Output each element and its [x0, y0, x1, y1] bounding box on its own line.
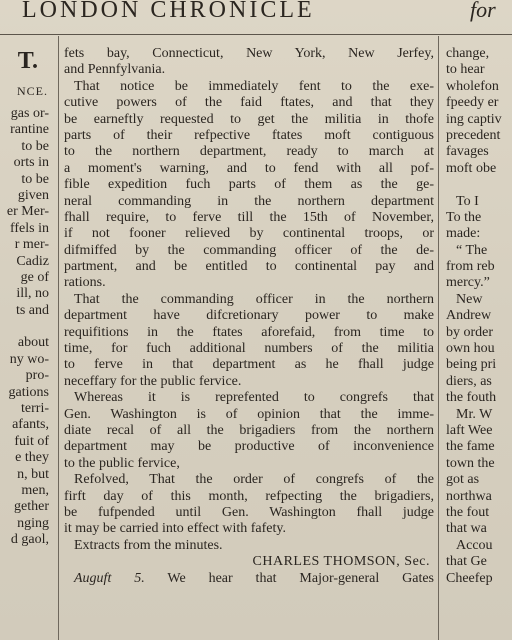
right-column-line: New: [456, 291, 483, 307]
left-column-line: gether: [14, 499, 49, 515]
masthead-title: LONDON CHRONICLE: [22, 0, 315, 23]
left-column-line: men,: [21, 482, 49, 498]
right-column-line: got as: [446, 472, 480, 488]
article-line: parts of their refpective ftates moft contiguous: [64, 127, 434, 143]
main-column-text: [64, 34, 434, 587]
right-column-line: the fouth: [446, 390, 497, 406]
left-column-line: terri-: [21, 401, 49, 417]
left-column-line: nging: [17, 515, 49, 531]
article-line: a moment's warning, and to fend with all pof-: [64, 160, 434, 176]
right-column-line: that wa: [446, 521, 487, 537]
left-column-line: about: [17, 335, 49, 351]
article-line: That notice be immediately fent to the exe-: [74, 78, 434, 94]
left-column-line: given: [17, 187, 49, 203]
right-column-text: [444, 34, 512, 587]
right-column-line: fpeedy er: [446, 95, 499, 111]
right-column-line: town the: [446, 455, 495, 471]
left-column-line: Cadiz: [16, 253, 49, 269]
article-line: rations.: [64, 275, 106, 291]
article-line: difmiffed by the commanding officer of the de-: [64, 242, 434, 258]
right-column-line: own hou: [446, 341, 495, 357]
article-line: diate recal of all the brigadiers from the northern: [64, 422, 434, 438]
right-column-line: the fame: [446, 439, 495, 455]
left-column-line: gas or-: [10, 106, 49, 121]
column-divider-right: [438, 36, 439, 640]
article-line: to the northern department, ready to march at: [64, 144, 434, 160]
left-column-line: ge of: [20, 269, 49, 285]
left-column-line: r mer-: [14, 237, 49, 253]
left-column-line: n, but: [17, 466, 49, 482]
left-column-line: er Mer-: [6, 204, 49, 220]
article-line: cutive powers of the faid ftates, and that they: [64, 95, 434, 111]
left-column-line: e they: [15, 450, 49, 466]
article-line: time, for fuch additional numbers of the militia: [64, 341, 434, 357]
right-column-line: Andrew: [446, 308, 492, 324]
right-column-line: Cheefep: [446, 570, 493, 586]
article-line: to ferve in that department as he fhall judge: [64, 357, 434, 373]
right-column-line: ing captiv: [446, 111, 502, 127]
left-column-line: pro-: [25, 368, 49, 384]
right-column-line: to hear: [446, 62, 485, 78]
article-line: if not fooner relieved by continental troops, or: [64, 226, 434, 242]
left-column-line: to be: [21, 138, 49, 154]
right-column-line: “ The: [456, 242, 488, 258]
right-column-line: change,: [446, 46, 490, 61]
article-line: CHARLES THOMSON, Sec.: [252, 554, 430, 570]
right-column-line: that Ge: [446, 554, 487, 570]
right-column-line: precedent: [446, 127, 501, 143]
right-column-line: To the: [446, 209, 482, 225]
left-column-line: ts and: [15, 302, 49, 318]
right-column: [444, 34, 512, 640]
article-line: Extracts from the minutes.: [74, 537, 223, 553]
article-line: fible expedition fuch parts of them as the ge-: [64, 177, 434, 193]
article-line: neceffary for the public fervice.: [64, 373, 242, 389]
right-column-line: diers, as: [446, 373, 492, 389]
left-column-line: ny wo-: [9, 351, 49, 367]
right-column-line: by order: [446, 324, 494, 340]
article-line: neral commanding in the northern department: [64, 193, 434, 209]
column-divider-left: [58, 36, 59, 640]
right-column-line: being pri: [446, 357, 497, 373]
right-column-line: made:: [446, 226, 481, 242]
right-column-line: mercy.”: [446, 275, 490, 291]
left-column-line: ill, no: [16, 286, 49, 302]
left-column-line: [0, 319, 52, 335]
article-line: Gen. Washington is of opinion that the imme-: [64, 406, 434, 422]
right-column-line: moft obe: [446, 160, 497, 176]
right-column-line: Accou: [456, 537, 493, 553]
article-line: Whereas it is reprefented to congrefs that: [74, 390, 434, 406]
article-line: be earneftly requested to get the militia in thofe: [64, 111, 434, 127]
article-line: to the public fervice,: [64, 455, 180, 471]
left-column-line: ffels in: [9, 220, 49, 236]
article-line: fhall require, to ferve till the 15th of November,: [64, 209, 434, 225]
masthead: [0, 0, 512, 30]
left-column-line: orts in: [13, 155, 49, 171]
left-column-big-letter: T.: [17, 48, 38, 74]
right-column-line: Mr. W: [456, 406, 493, 422]
right-column-line: northwa: [446, 488, 492, 504]
article-line: department have difcretionary power to make: [64, 308, 434, 324]
left-column: [0, 34, 52, 640]
left-column-line: to be: [21, 171, 49, 187]
article-line: That the commanding officer in the northern: [74, 291, 434, 307]
article-line: fets bay, Connecticut, New York, New Jerfey,: [64, 46, 434, 61]
article-line: it may be carried into effect with fafety.: [64, 521, 286, 537]
left-column-heading: NCE.: [17, 84, 48, 98]
article-line: be fufpended until Gen. Washington fhall judge: [64, 504, 434, 520]
right-column-line: To I: [456, 193, 479, 209]
left-column-text: [0, 106, 52, 549]
left-column-line: rantine: [10, 122, 49, 138]
right-column-line: favages: [446, 144, 489, 160]
right-column-line: wholefon: [446, 78, 499, 94]
main-column: [64, 34, 434, 640]
article-line: requifitions in the ftates aforefaid, from time to: [64, 324, 434, 340]
article-line: firft day of this month, refpecting the brigadiers,: [64, 488, 434, 504]
article-line: Auguft 5. We hear that Major-general Gates: [74, 570, 434, 586]
article-line: department may be productive of inconvenience: [64, 439, 434, 455]
line-gap: [444, 177, 512, 193]
right-column-line: the fout: [446, 504, 490, 520]
left-column-line: gations: [8, 384, 49, 400]
left-column-line: fuit of: [14, 433, 49, 449]
right-column-line: laft Wee: [446, 422, 493, 438]
dateline: Auguft 5.: [74, 570, 145, 586]
left-column-line: d gaol,: [10, 532, 49, 548]
article-line: and Pennfylvania.: [64, 62, 166, 78]
article-line: partment, and be entitled to continental pay and: [64, 259, 434, 275]
right-column-line: from reb: [446, 259, 495, 275]
left-column-line: afants,: [12, 417, 49, 433]
masthead-suffix: for: [470, 0, 496, 22]
article-line: Refolved, That the order of congrefs of the: [74, 472, 434, 488]
